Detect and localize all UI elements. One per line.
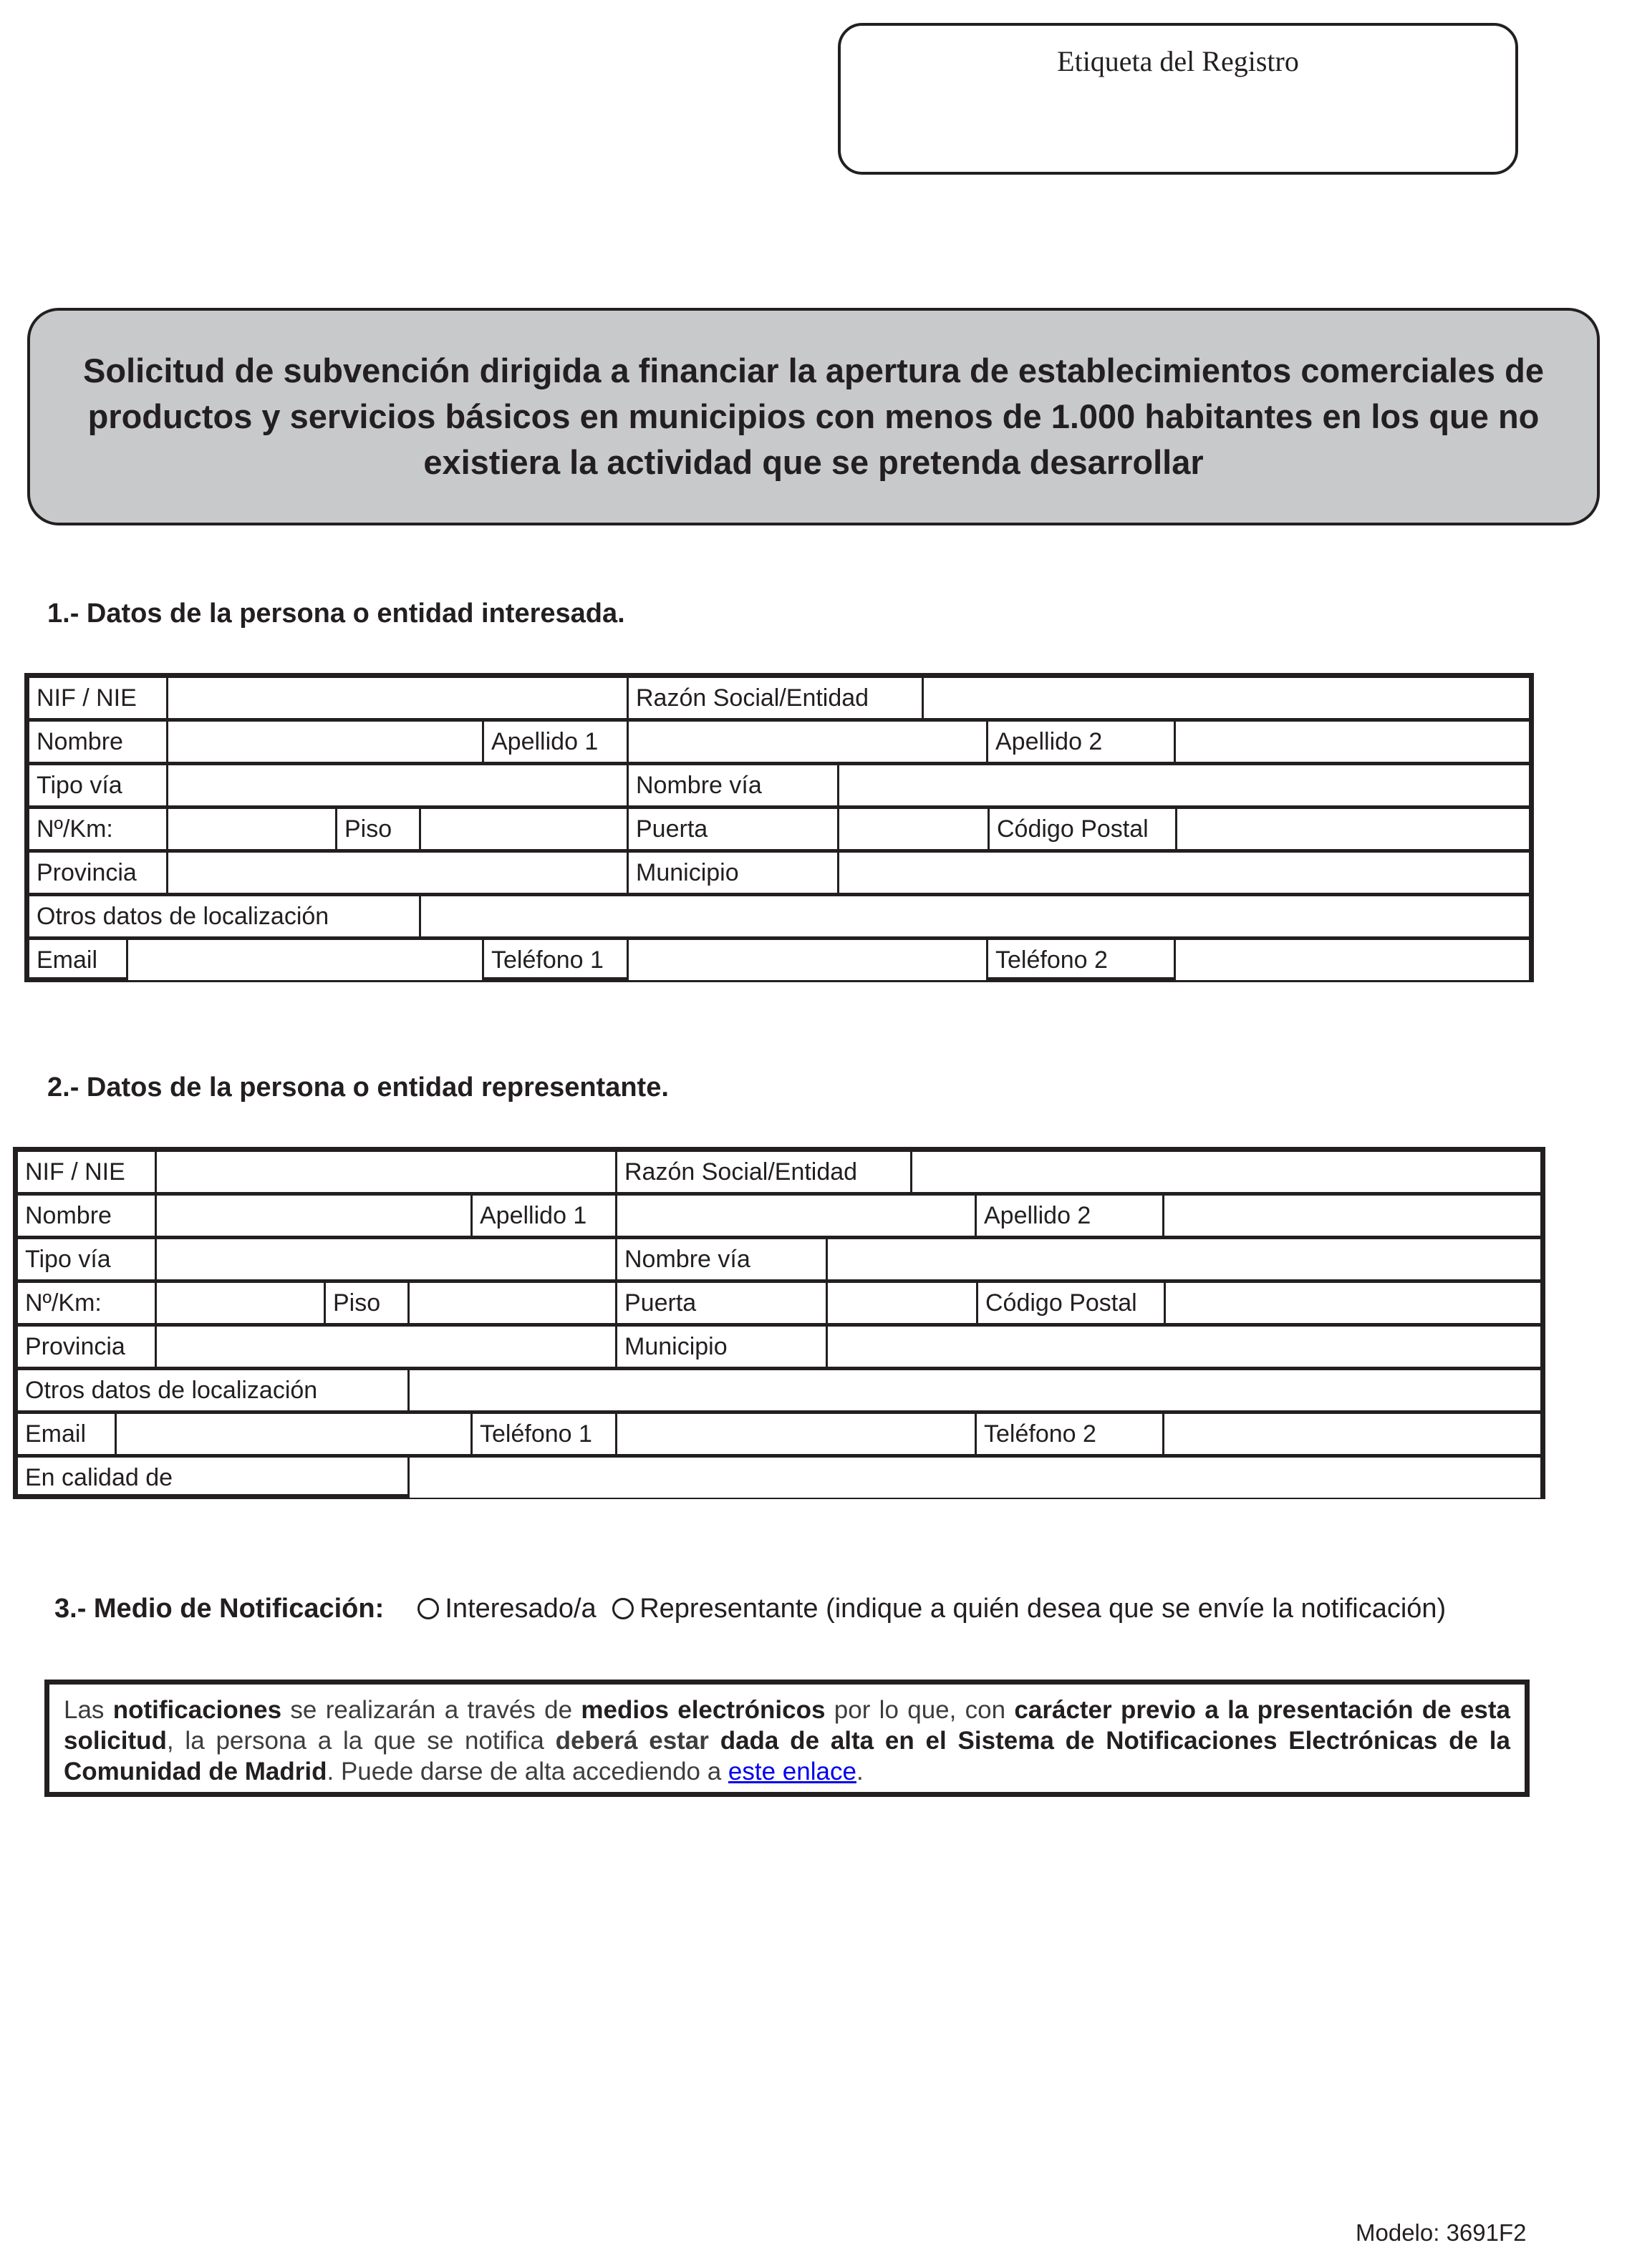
nombre-field[interactable] — [168, 722, 484, 762]
label-municipio: Municipio — [617, 1327, 828, 1367]
label-puerta: Puerta — [617, 1283, 828, 1323]
nif-field[interactable] — [157, 1152, 617, 1192]
table-row — [18, 1370, 1540, 1414]
label-tipo-via: Tipo vía — [18, 1239, 157, 1279]
nombre-via-field[interactable] — [839, 765, 1529, 805]
registry-label: Etiqueta del Registro — [1057, 45, 1299, 77]
table-row — [29, 722, 1529, 765]
otros-datos-field[interactable] — [421, 896, 1529, 936]
representative-table — [13, 1147, 1545, 1499]
registration-link[interactable]: este enlace — [728, 1758, 856, 1785]
codigo-postal-field[interactable] — [1166, 1283, 1540, 1323]
label-tipo-via: Tipo vía — [29, 765, 168, 805]
notice-bold: deberá estar — [555, 1727, 709, 1755]
notice-bold: carácter previo a la presentación de esta solicitud — [64, 1696, 1511, 1755]
label-nombre-via: Nombre vía — [617, 1239, 828, 1279]
label-email: Email — [29, 940, 128, 980]
notice-bold: notificaciones — [112, 1696, 282, 1724]
puerta-field[interactable] — [839, 809, 990, 849]
label-numero-km: Nº/Km: — [18, 1283, 157, 1323]
table-row — [29, 809, 1529, 853]
razon-social-field[interactable] — [912, 1152, 1540, 1192]
notice-text — [709, 1727, 720, 1755]
apellido2-field[interactable] — [1176, 722, 1529, 762]
provincia-field[interactable] — [168, 853, 629, 893]
table-row — [18, 1152, 1540, 1196]
table-row — [29, 765, 1529, 809]
tipo-via-field[interactable] — [157, 1239, 617, 1279]
table-row — [29, 940, 1529, 980]
table-row — [29, 853, 1529, 896]
model-number: Modelo: 3691F2 — [1356, 2219, 1527, 2246]
registry-label-box — [838, 23, 1518, 175]
notice-text: por lo que, con — [825, 1696, 1015, 1724]
label-nif: NIF / NIE — [29, 678, 168, 718]
numero-km-field[interactable] — [168, 809, 337, 849]
label-en-calidad: En calidad de — [18, 1458, 410, 1498]
label-telefono2: Teléfono 2 — [977, 1414, 1164, 1454]
email-field[interactable] — [117, 1414, 473, 1454]
radio-interesado[interactable] — [417, 1598, 439, 1619]
table-row — [18, 1327, 1540, 1370]
table-row — [29, 678, 1529, 722]
label-puerta: Puerta — [629, 809, 839, 849]
apellido1-field[interactable] — [617, 1196, 977, 1236]
label-otros-datos: Otros datos de localización — [29, 896, 421, 936]
email-field[interactable] — [128, 940, 484, 980]
label-razon-social: Razón Social/Entidad — [617, 1152, 912, 1192]
numero-km-field[interactable] — [157, 1283, 326, 1323]
radio-representante[interactable] — [612, 1598, 634, 1619]
provincia-field[interactable] — [157, 1327, 617, 1367]
label-razon-social: Razón Social/Entidad — [629, 678, 924, 718]
apellido2-field[interactable] — [1164, 1196, 1540, 1236]
nombre-via-field[interactable] — [828, 1239, 1540, 1279]
table-row — [18, 1458, 1540, 1498]
form-title: Solicitud de subvención dirigida a financiar la apertura de establecimientos comerciales de productos y servicios básicos en municipios con menos de 1.000 habitantes en los que no existiera la actividad que se pretenda desarrollar — [83, 352, 1544, 481]
nombre-field[interactable] — [157, 1196, 473, 1236]
table-row — [29, 896, 1529, 940]
notice-bold: dada de alta en el Sistema de Notificaciones Electrónicas de la Comunidad de Madrid — [64, 1727, 1510, 1785]
municipio-field[interactable] — [828, 1327, 1540, 1367]
notice-text: Las — [64, 1696, 113, 1724]
razon-social-field[interactable] — [924, 678, 1529, 718]
apellido1-field[interactable] — [629, 722, 988, 762]
label-municipio: Municipio — [629, 853, 839, 893]
section3-heading: 3.- Medio de Notificación: — [54, 1594, 385, 1624]
label-provincia: Provincia — [18, 1327, 157, 1367]
table-row — [18, 1414, 1540, 1458]
label-piso: Piso — [337, 809, 421, 849]
label-apellido2: Apellido 2 — [977, 1196, 1164, 1236]
notice-text: , la persona a la que se notifica — [166, 1727, 556, 1755]
label-codigo-postal: Código Postal — [978, 1283, 1166, 1323]
label-apellido2: Apellido 2 — [988, 722, 1176, 762]
piso-field[interactable] — [410, 1283, 617, 1323]
label-piso: Piso — [326, 1283, 410, 1323]
telefono2-field[interactable] — [1176, 940, 1529, 980]
notice-text: . — [856, 1758, 864, 1785]
label-telefono1: Teléfono 1 — [484, 940, 629, 980]
label-codigo-postal: Código Postal — [990, 809, 1177, 849]
label-provincia: Provincia — [29, 853, 168, 893]
label-telefono1: Teléfono 1 — [473, 1414, 617, 1454]
label-nombre: Nombre — [29, 722, 168, 762]
label-telefono2: Teléfono 2 — [988, 940, 1176, 980]
notice-text: . Puede darse de alta accediendo a — [327, 1758, 728, 1785]
label-otros-datos: Otros datos de localización — [18, 1370, 410, 1410]
label-apellido1: Apellido 1 — [473, 1196, 617, 1236]
notice-text: se realizarán a través de — [281, 1696, 581, 1724]
form-title-box — [27, 308, 1600, 525]
label-apellido1: Apellido 1 — [484, 722, 629, 762]
puerta-field[interactable] — [828, 1283, 978, 1323]
radio-interesado-label[interactable]: Interesado/a — [445, 1594, 597, 1624]
notification-hint: (indique a quién desea que se envíe la notificación) — [826, 1594, 1447, 1624]
label-numero-km: Nº/Km: — [29, 809, 168, 849]
label-nombre: Nombre — [18, 1196, 157, 1236]
table-row — [18, 1239, 1540, 1283]
label-nif: NIF / NIE — [18, 1152, 157, 1192]
notification-notice — [44, 1680, 1530, 1797]
notification-method — [47, 1591, 1530, 1627]
codigo-postal-field[interactable] — [1177, 809, 1529, 849]
table-row — [18, 1283, 1540, 1327]
radio-representante-label[interactable]: Representante — [639, 1594, 819, 1624]
telefono1-field[interactable] — [617, 1414, 977, 1454]
section2-heading: 2.- Datos de la persona o entidad representante. — [47, 1072, 669, 1102]
interested-party-table — [24, 673, 1534, 982]
telefono2-field[interactable] — [1164, 1414, 1540, 1454]
tipo-via-field[interactable] — [168, 765, 629, 805]
piso-field[interactable] — [421, 809, 629, 849]
nif-field[interactable] — [168, 678, 629, 718]
otros-datos-field[interactable] — [410, 1370, 1540, 1410]
telefono1-field[interactable] — [629, 940, 988, 980]
label-email: Email — [18, 1414, 117, 1454]
en-calidad-field[interactable] — [410, 1458, 1540, 1498]
municipio-field[interactable] — [839, 853, 1529, 893]
section1-heading: 1.- Datos de la persona o entidad interesada. — [47, 598, 625, 629]
table-row — [18, 1196, 1540, 1239]
notice-bold: medios electrónicos — [581, 1696, 826, 1724]
label-nombre-via: Nombre vía — [629, 765, 839, 805]
